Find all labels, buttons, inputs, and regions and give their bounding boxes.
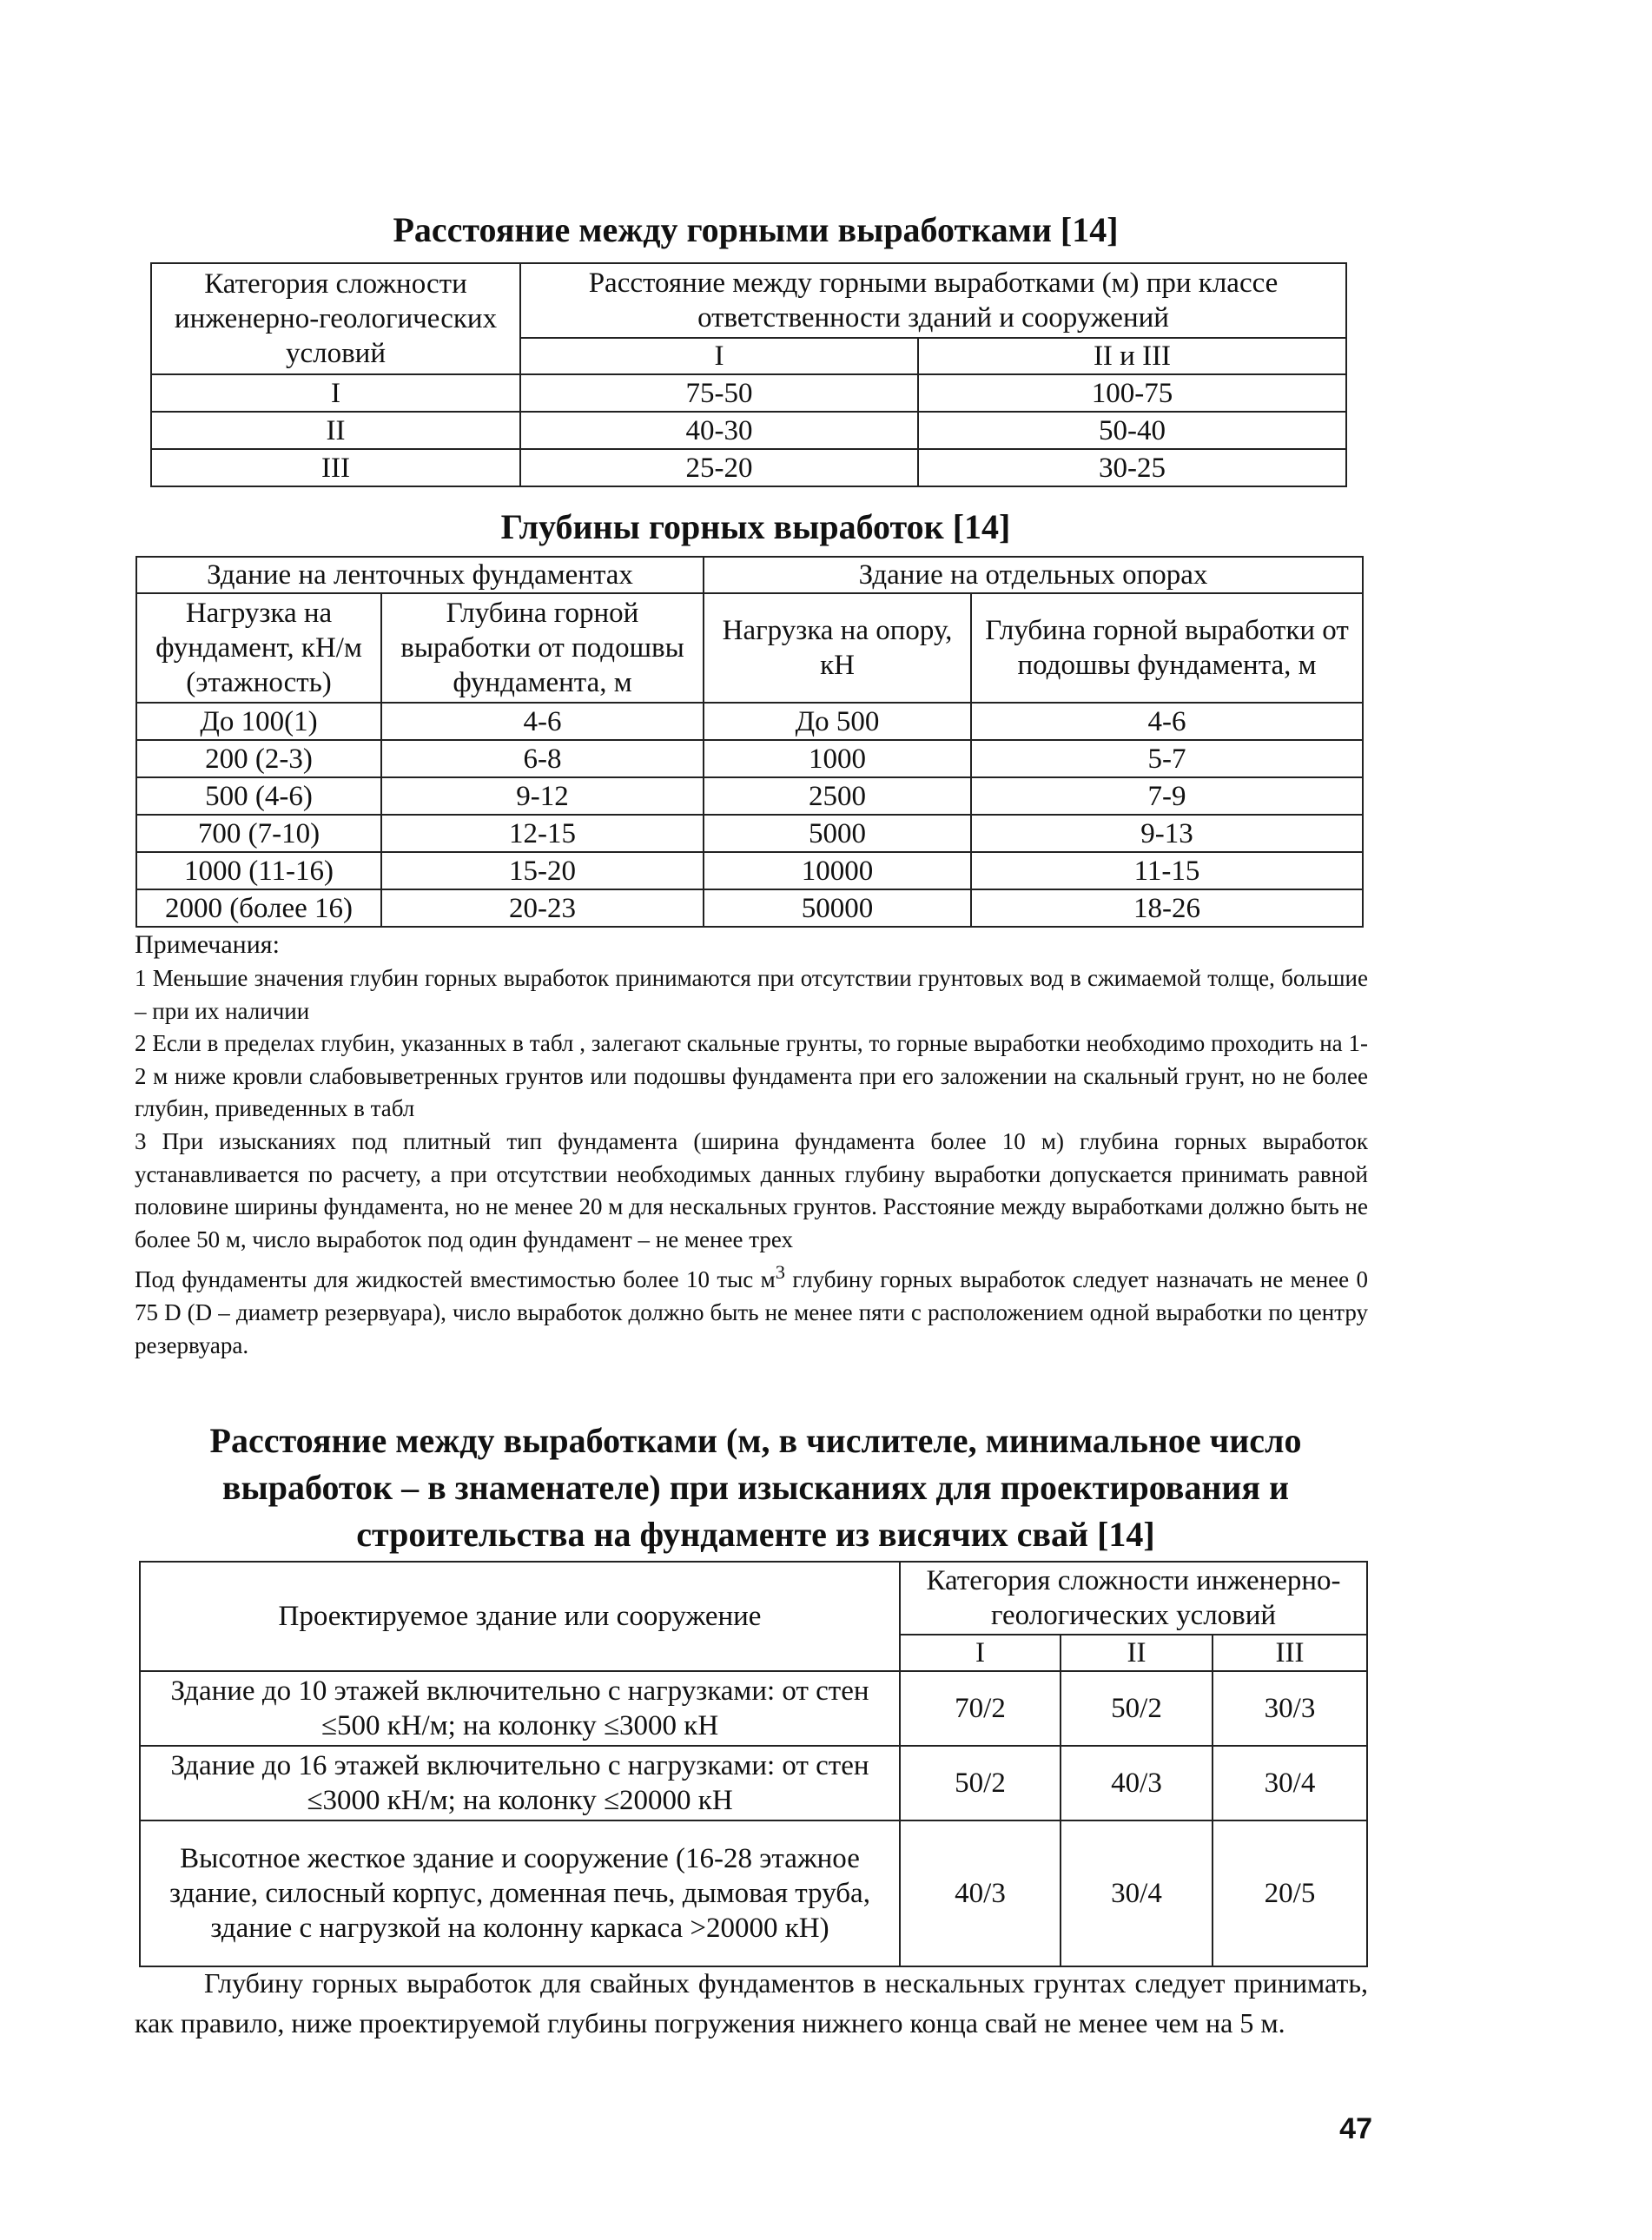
table2-cell-support-load: 10000 <box>704 852 971 889</box>
table-row <box>136 815 1363 852</box>
table1-header-class-1: I <box>520 338 918 374</box>
table3-header-cat-2: II <box>1061 1635 1213 1671</box>
table1-cell-class-1: 75-50 <box>520 374 918 412</box>
table3-cell-cat-3: 20/5 <box>1213 1820 1367 1966</box>
table3-cell-cat-2: 30/4 <box>1061 1820 1213 1966</box>
table2-header-depth-strip: Глубина горной выработки от подошвы фундамента, м <box>381 593 704 703</box>
depth-table <box>135 556 1364 928</box>
table3-cell-cat-2: 50/2 <box>1061 1671 1213 1746</box>
table-row <box>136 889 1363 927</box>
table2-header-foundation-load: Нагрузка на фундамент, кН/м (этажность) <box>136 593 381 703</box>
table2-header-separate-supports: Здание на отдельных опорах <box>704 557 1363 593</box>
closing-text: Глубину горных выработок для свайных фундаментов в нескальных грунтах следует принимать, как правило, ниже проектируемой глубины погружения нижнего конца свай не менее чем на 5 м. <box>135 1967 1368 2038</box>
table1-title: Расстояние между горными выработками [14] <box>393 210 1119 249</box>
notes-block <box>135 928 1368 1362</box>
table3-header-cat-3: III <box>1213 1635 1367 1671</box>
table2-cell-depth-support: 9-13 <box>971 815 1363 852</box>
table2-title: Глубины горных выработок [14] <box>500 507 1011 546</box>
table3-header-category: Категория сложности инженерно-геологических условий <box>900 1562 1367 1635</box>
table3-cell-building: Здание до 10 этажей включительно с нагрузками: от стен ≤500 кН/м; на колонку ≤3000 кН <box>140 1671 900 1746</box>
table1-cell-category: I <box>151 374 520 412</box>
table2-cell-depth-support: 7-9 <box>971 777 1363 815</box>
table-row <box>136 852 1363 889</box>
table2-cell-depth-strip: 9-12 <box>381 777 704 815</box>
table1-cell-category: III <box>151 449 520 486</box>
table1-cell-category: II <box>151 412 520 449</box>
table1-cell-class-2-3: 30-25 <box>918 449 1346 486</box>
table3-cell-cat-3: 30/4 <box>1213 1746 1367 1820</box>
table3-title <box>139 1417 1372 1558</box>
table2-cell-load: До 100(1) <box>136 703 381 740</box>
table2-cell-load: 200 (2-3) <box>136 740 381 777</box>
table-row <box>136 777 1363 815</box>
note-2: 2 Если в пределах глубин, указанных в табл , залегают скальные грунты, то горные выработки необходимо проходить на 1-2 м ниже кровли слабовыветренных грунтов или подошвы фундамента при его заложении на скальный грунт, но не более глубин, приведенных в табл <box>135 1030 1368 1122</box>
table2-cell-support-load: 1000 <box>704 740 971 777</box>
table2-cell-load: 700 (7-10) <box>136 815 381 852</box>
table3-cell-cat-1: 70/2 <box>900 1671 1061 1746</box>
page-number: 47 <box>1339 2112 1372 2145</box>
table3-cell-cat-1: 50/2 <box>900 1746 1061 1820</box>
table2-cell-depth-strip: 6-8 <box>381 740 704 777</box>
table1-cell-class-2-3: 100-75 <box>918 374 1346 412</box>
table2-cell-support-load: 50000 <box>704 889 971 927</box>
table2-cell-load: 1000 (11-16) <box>136 852 381 889</box>
closing-paragraph <box>135 1963 1368 2043</box>
note-1: 1 Меньшие значения глубин горных выработок принимаются при отсутствии грунтовых вод в сжимаемой толще, большие – при их наличии <box>135 965 1368 1024</box>
table-row <box>136 703 1363 740</box>
note-4-superscript: 3 <box>775 1261 786 1284</box>
table3-title-line-1: Расстояние между выработками (м, в числителе, минимальное число <box>209 1421 1302 1460</box>
table2-cell-depth-strip: 12-15 <box>381 815 704 852</box>
table3-cell-cat-1: 40/3 <box>900 1820 1061 1966</box>
table1-header-distance: Расстояние между горными выработками (м) при классе ответственности зданий и сооружений <box>520 263 1346 338</box>
table2-cell-support-load: До 500 <box>704 703 971 740</box>
table2-cell-depth-support: 18-26 <box>971 889 1363 927</box>
table1-cell-class-1: 25-20 <box>520 449 918 486</box>
table1-header-category: Категория сложности инженерно-геологических условий <box>151 263 520 374</box>
table1-cell-class-2-3: 50-40 <box>918 412 1346 449</box>
piles-table <box>139 1561 1368 1967</box>
note-4-text-start: Под фундаменты для жидкостей вместимостью более 10 тыс м <box>135 1266 776 1293</box>
table2-cell-support-load: 5000 <box>704 815 971 852</box>
table3-title-line-3: строительства на фундаменте из висячих свай [14] <box>356 1515 1155 1554</box>
notes-header: Примечания: <box>135 930 280 959</box>
note-3: 3 При изысканиях под плитный тип фундамента (ширина фундамента более 10 м) глубина горных выработок устанавливается по расчету, а при отсутствии необходимых данных глубину выработки допускается принимать равной половине ширины фундамента, но не менее 20 м для нескальных грунтов. Расстояние между выработками должно быть не более 50 м, число выработок под один фундамент – не менее трех <box>135 1127 1368 1252</box>
table-row <box>140 1746 1367 1820</box>
table2-header-support-load: Нагрузка на опору, кН <box>704 593 971 703</box>
table2-cell-load: 500 (4-6) <box>136 777 381 815</box>
table2-cell-depth-strip: 15-20 <box>381 852 704 889</box>
table-row <box>151 449 1346 486</box>
table3-cell-building: Здание до 16 этажей включительно с нагрузками: от стен ≤3000 кН/м; на колонку ≤20000 кН <box>140 1746 900 1820</box>
table1-cell-class-1: 40-30 <box>520 412 918 449</box>
note-4-text-end: глубину горных выработок следует назначать не менее 0 75 D (D – диаметр резервуара), число выработок должно быть не менее пяти с расположением одной выработки по центру резервуара. <box>135 1266 1368 1358</box>
table-row <box>151 374 1346 412</box>
table2-cell-depth-support: 4-6 <box>971 703 1363 740</box>
table3-title-line-2: выработок – в знаменателе) при изысканиях для проектирования и <box>221 1468 1290 1507</box>
table1-header-class-2-3: II и III <box>918 338 1346 374</box>
table-row <box>140 1671 1367 1746</box>
table-row <box>136 740 1363 777</box>
table2-cell-support-load: 2500 <box>704 777 971 815</box>
table3-cell-cat-3: 30/3 <box>1213 1671 1367 1746</box>
table-row <box>151 412 1346 449</box>
table2-header-strip-foundation: Здание на ленточных фундаментах <box>136 557 704 593</box>
table2-cell-depth-strip: 20-23 <box>381 889 704 927</box>
table-row <box>140 1820 1367 1966</box>
table3-cell-building: Высотное жесткое здание и сооружение (16-28 этажное здание, силосный корпус, доменная печь, дымовая труба, здание с нагрузкой на колонну каркаса >20000 кН) <box>140 1820 900 1966</box>
table2-cell-depth-strip: 4-6 <box>381 703 704 740</box>
distance-table <box>150 262 1347 487</box>
table3-header-cat-1: I <box>900 1635 1061 1671</box>
table3-header-building: Проектируемое здание или сооружение <box>140 1562 900 1671</box>
note-4 <box>135 1256 1368 1362</box>
table2-header-depth-support: Глубина горной выработки от подошвы фундамента, м <box>971 593 1363 703</box>
table3-cell-cat-2: 40/3 <box>1061 1746 1213 1820</box>
table2-cell-depth-support: 11-15 <box>971 852 1363 889</box>
table2-cell-load: 2000 (более 16) <box>136 889 381 927</box>
table2-cell-depth-support: 5-7 <box>971 740 1363 777</box>
